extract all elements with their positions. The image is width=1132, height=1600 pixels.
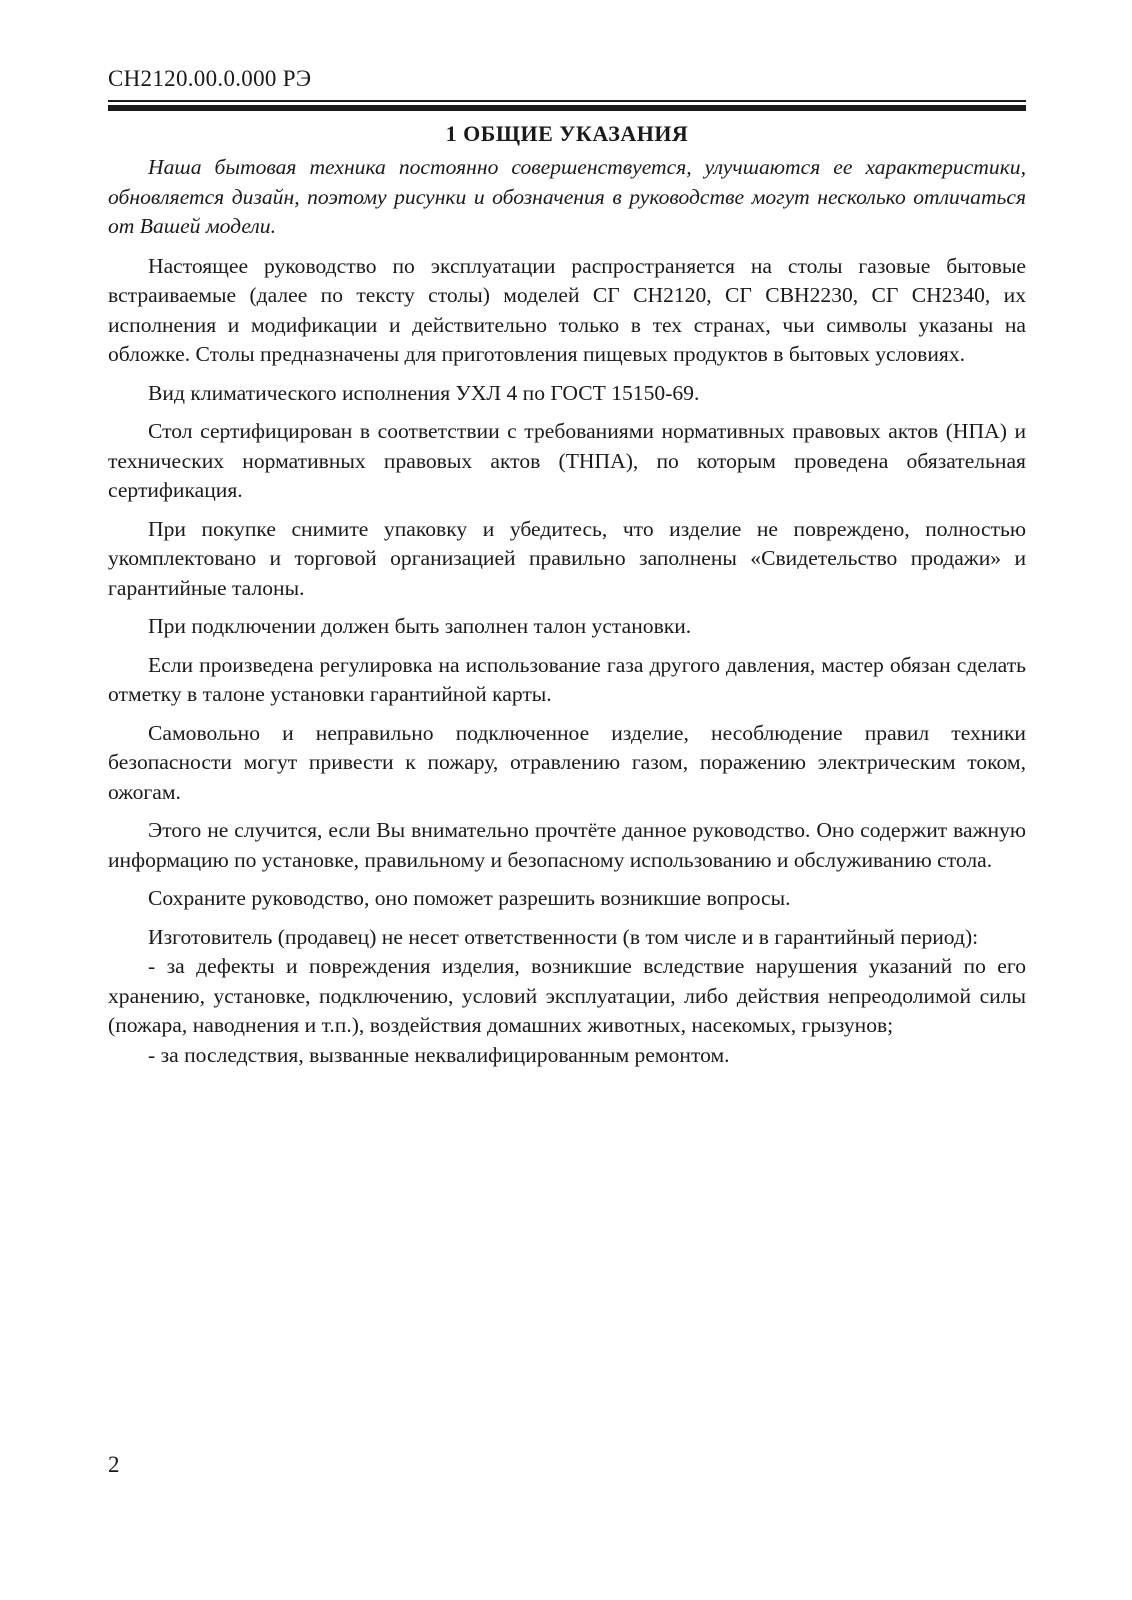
document-code: СН2120.00.0.000 РЭ (108, 66, 312, 91)
paragraph-scope: Настоящее руководство по эксплуатации распространяется на столы газовые бытовые встраиваемые (далее по тексту столы) моделей СГ СН2120, СГ СВН2230, СГ СН2340, их исполнения и модификации и действительно только в тех странах, чьи символы указаны на обложке. Столы предназначены для приготовления пищевых продуктов в бытовых условиях. (108, 253, 1026, 366)
header-divider-thick (108, 105, 1026, 111)
paragraph-certification: Стол сертифицирован в соответствии с требованиями нормативных правовых актов (НПА) и технических нормативных правовых актов (ТНПА), по которым проведена обязательная сертификация. (108, 419, 1026, 502)
paragraph-purchase: При покупке снимите упаковку и убедитесь, что изделие не повреждено, полностью укомплектовано и торговой организацией правильно заполнены «Свидетельство продажи» и гарантийные талоны. (108, 516, 1026, 600)
intro-note: Наша бытовая техника постоянно совершенствуется, улучшаются ее характеристики, обновляется дизайн, поэтому рисунки и обозначения в руководстве могут несколько отличаться от Вашей модели. (108, 155, 1026, 238)
header-divider-thin (108, 100, 1026, 102)
paragraph-liability: Изготовитель (продавец) не несет ответственности (в том числе и в гарантийный период): (148, 924, 979, 949)
paragraph-gas-pressure: Если произведена регулировка на использование газа другого давления, мастер обязан сделать отметку в талоне установки гарантийной карты. (108, 652, 1026, 706)
section-title: 1 ОБЩИЕ УКАЗАНИЯ (445, 121, 689, 146)
page-number: 2 (108, 1452, 120, 1477)
paragraph-keep-manual: Сохраните руководство, оно поможет разрешить возникшие вопросы. (148, 886, 791, 910)
paragraph-installation-coupon: При подключении должен быть заполнен талон установки. (148, 614, 692, 638)
page-content (108, 119, 1026, 1070)
paragraph-safety-warning: Самовольно и неправильно подключенное изделие, несоблюдение правил техники безопасности могут привести к пожару, отравлению газом, поражению электрическим током, ожогам. (108, 720, 1026, 804)
paragraph-read-manual: Этого не случится, если Вы внимательно прочтёте данное руководство. Оно содержит важную информацию по установке, правильному и безопасному использованию и обслуживанию стола. (108, 818, 1026, 872)
list-item-liability-defects: - за дефекты и повреждения изделия, возникшие вследствие нарушения указаний по его хранению, установке, подключению, условий эксплуатации, либо действия непреодолимой силы (пожара, наводнения и т.п.), воздействия домашних животных, насекомых, грызунов; (108, 954, 1026, 1037)
paragraph-climate: Вид климатического исполнения УХЛ 4 по ГОСТ 15150-69. (148, 380, 700, 405)
list-item-liability-repair: - за последствия, вызванные неквалифицированным ремонтом. (148, 1042, 730, 1067)
